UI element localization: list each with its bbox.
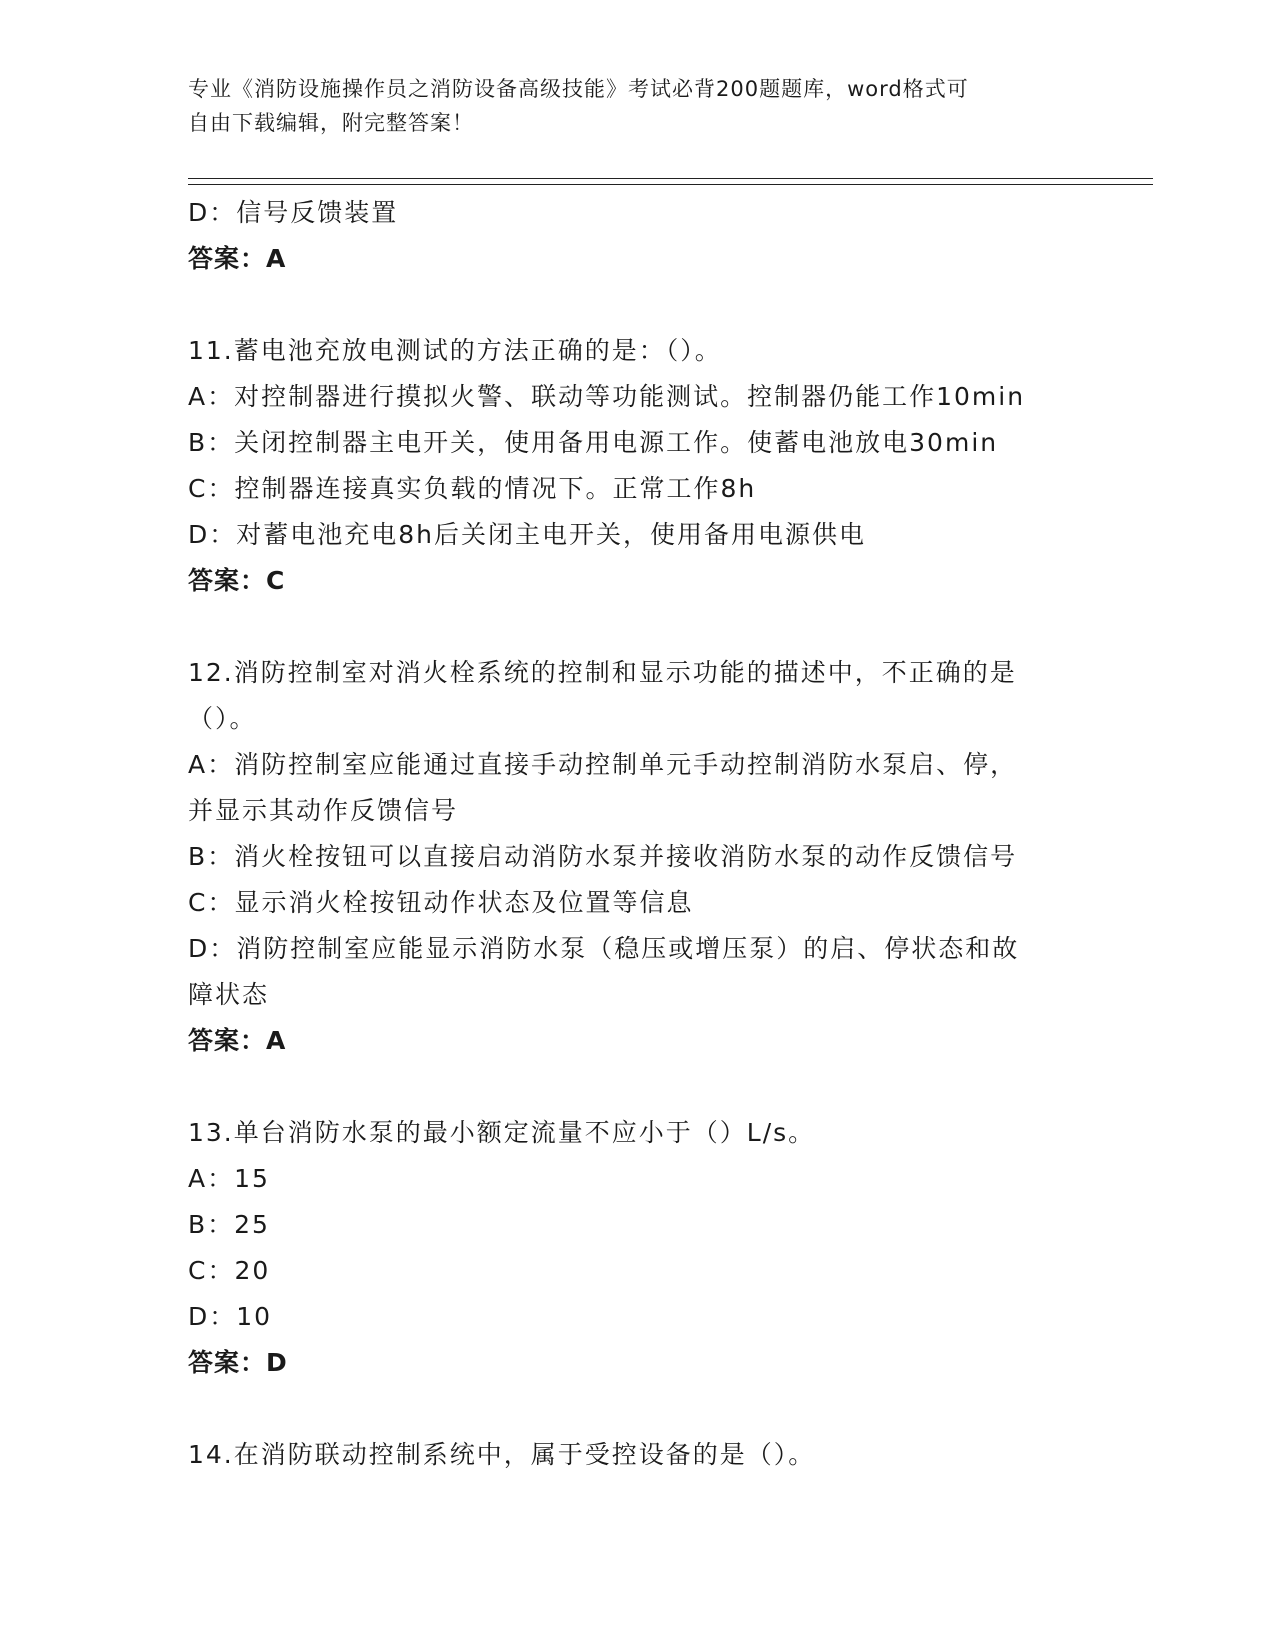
option-d: D：信号反馈装置: [188, 198, 399, 227]
spacer: [188, 1064, 1088, 1110]
option-c: C：显示消火栓按钮动作状态及位置等信息: [188, 888, 694, 917]
question-11: [188, 328, 1088, 604]
option-a: A：15: [188, 1164, 270, 1193]
option-d: D：对蓄电池充电8h后关闭主电开关，使用备用电源供电: [188, 520, 867, 549]
option-b: B：25: [188, 1210, 270, 1239]
option-b: B：消火栓按钮可以直接启动消防水泵并接收消防水泵的动作反馈信号: [188, 842, 1018, 871]
answer: 答案：C: [188, 566, 286, 595]
document-body: [188, 190, 1088, 1478]
option-a: A：对控制器进行摸拟火警、联动等功能测试。控制器仍能工作10min: [188, 382, 1026, 411]
header-line-1: 专业《消防设施操作员之消防设备高级技能》考试必背200题题库，word格式可: [188, 77, 969, 101]
header-divider-bottom: [188, 184, 1153, 185]
option-d-line-2: 障状态: [188, 980, 270, 1009]
answer: 答案：A: [188, 244, 287, 273]
option-d-line-1: D：消防控制室应能显示消防水泵（稳压或增压泵）的启、停状态和故: [188, 934, 1020, 963]
option-a-line-1: A：消防控制室应能通过直接手动控制单元手动控制消防水泵启、停，: [188, 750, 1018, 779]
answer: 答案：D: [188, 1348, 288, 1377]
question-13: [188, 1110, 1088, 1386]
previous-question-fragment: [188, 190, 1088, 282]
option-a-line-2: 并显示其动作反馈信号: [188, 796, 459, 825]
document-header: [188, 72, 1088, 140]
spacer: [188, 1386, 1088, 1432]
option-b: B：关闭控制器主电开关，使用备用电源工作。使蓄电池放电30min: [188, 428, 999, 457]
question-text: 11.蓄电池充放电测试的方法正确的是：（）。: [188, 336, 722, 365]
question-text-line-1: 12.消防控制室对消火栓系统的控制和显示功能的描述中，不正确的是: [188, 658, 1017, 687]
header-line-2: 自由下载编辑，附完整答案！: [188, 111, 474, 135]
spacer: [188, 604, 1088, 650]
question-14: [188, 1432, 1088, 1478]
option-c: C：20: [188, 1256, 271, 1285]
question-text: 14.在消防联动控制系统中，属于受控设备的是（）。: [188, 1440, 816, 1469]
spacer: [188, 282, 1088, 328]
question-text-line-2: （）。: [188, 704, 257, 733]
option-d: D：10: [188, 1302, 273, 1331]
option-c: C：控制器连接真实负载的情况下。正常工作8h: [188, 474, 757, 503]
question-text: 13.单台消防水泵的最小额定流量不应小于（）L/s。: [188, 1118, 816, 1147]
header-divider-top: [188, 178, 1153, 179]
answer: 答案：A: [188, 1026, 287, 1055]
question-12: [188, 650, 1088, 1064]
